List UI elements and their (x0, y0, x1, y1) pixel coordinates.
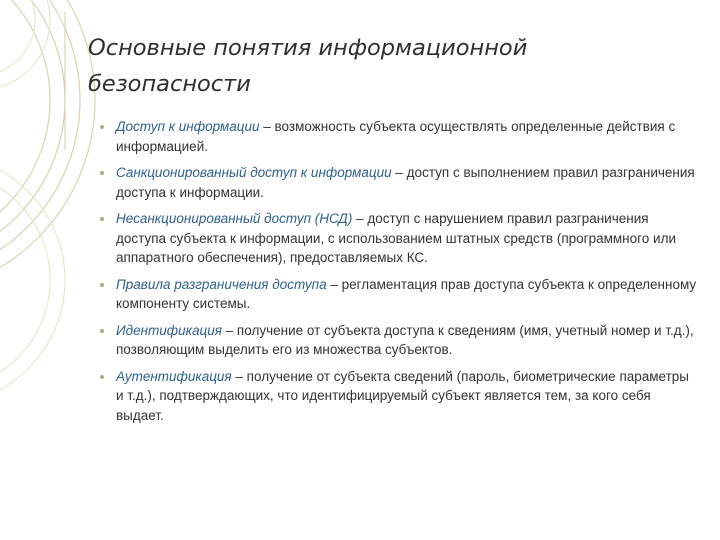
bullet-icon (100, 283, 104, 287)
term-text: Несанкционированный доступ (НСД) (116, 211, 353, 226)
list-item (100, 367, 700, 426)
bullet-icon (100, 171, 104, 175)
page-title (88, 30, 648, 102)
term-text: Правила разграничения доступа (116, 276, 327, 292)
definition-text: – доступ с нарушением правил разграничения доступа субъекта к информации, с использованием штатных средств (программного или аппаратного обеспечения), предоставляемых КС. (116, 211, 676, 265)
list-item (100, 209, 700, 268)
definition-text: – получение от субъекта доступа к сведениям (имя, учетный номер и т.д.), позволяющим выделить его из множества субъектов. (116, 322, 694, 357)
bullet-icon (100, 329, 104, 333)
title-line-2: безопасности (88, 71, 251, 97)
definition-text: – возможность субъекта осуществлять определенные действия с информацией. (116, 119, 676, 154)
bullet-icon (100, 125, 104, 129)
bullet-icon (100, 375, 104, 379)
list-item (100, 275, 700, 314)
list-item (100, 163, 700, 202)
list-item (100, 117, 700, 156)
term-text: Идентификация (116, 322, 222, 338)
term-text: Аутентификация (116, 368, 232, 384)
term-text: Доступ к информации (116, 119, 260, 134)
definition-text: – получение от субъекта сведений (пароль, биометрические параметры и т.д.), подтверждающих, что идентифицируемый субъект является тем, за кого себя выдает. (116, 368, 690, 423)
definition-list (100, 117, 700, 425)
bullet-icon (100, 217, 104, 221)
definition-text: – доступ с выполнением правил разграничения доступа к информации. (116, 165, 695, 200)
definition-text: – регламентация прав доступа субъекта к определенному компоненту системы. (116, 276, 697, 311)
list-item (100, 321, 700, 360)
title-line-1: Основные понятия информационной (88, 35, 528, 61)
content-area (100, 117, 700, 432)
term-text: Санкционированный доступ к информации (116, 165, 392, 180)
